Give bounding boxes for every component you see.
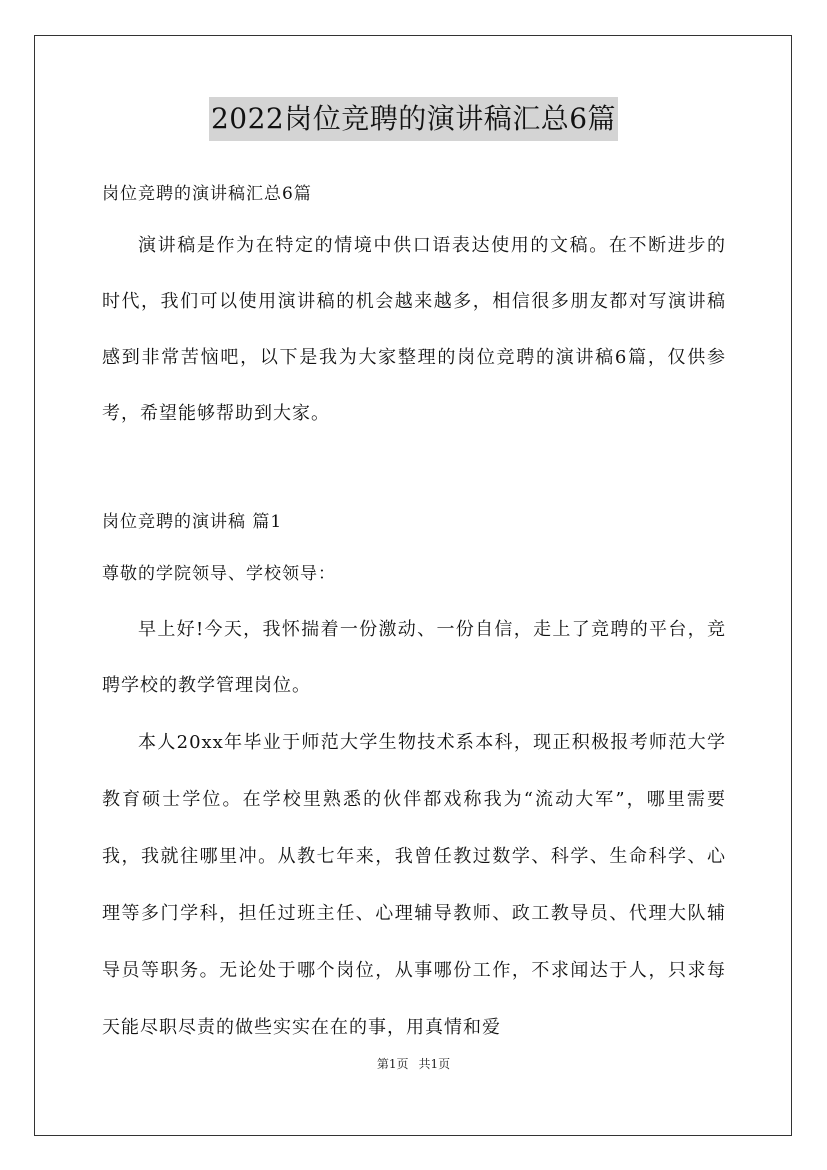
- salutation: 尊敬的学院领导、学校领导：: [102, 564, 336, 584]
- body-paragraph-1: 早上好!今天，我怀揣着一份激动、一份自信，走上了竞聘的平台，竞聘学校的教学管理岗位。: [102, 619, 726, 696]
- page-total: 共1页: [418, 1057, 451, 1071]
- document-title: 2022岗位竞聘的演讲稿汇总6篇: [209, 97, 618, 141]
- document-body: [102, 170, 726, 1056]
- intro-paragraph: 演讲稿是作为在特定的情境中供口语表达使用的文稿。在不断进步的时代，我们可以使用演讲稿的机会越来越多，相信很多朋友都对写演讲稿感到非常苦恼吧，以下是我为大家整理的岗位竞聘的演讲稿6篇，仅供参考，希望能够帮助到大家。: [102, 235, 726, 424]
- page-number: 第1页: [376, 1057, 409, 1071]
- section-heading: 岗位竞聘的演讲稿 篇1: [102, 512, 283, 532]
- body-paragraph-2: 本人20xx年毕业于师范大学生物技术系本科，现正积极报考师范大学教育硕士学位。在学校里熟悉的伙伴都戏称我为“流动大军”，哪里需要我，我就往哪里冲。从教七年来，我曾任教过数学、科学、生命科学、心理等多门学科，担任过班主任、心理辅导教师、政工教导员、代理大队辅导员等职务。无论处于哪个岗位，从事哪份工作，不求闻达于人，只求每天能尽职尽责的做些实实在在的事，用真情和爱: [102, 732, 726, 1038]
- page-footer: [0, 1054, 827, 1074]
- title-container: [0, 97, 827, 141]
- document-subtitle: 岗位竞聘的演讲稿汇总6篇: [102, 184, 312, 204]
